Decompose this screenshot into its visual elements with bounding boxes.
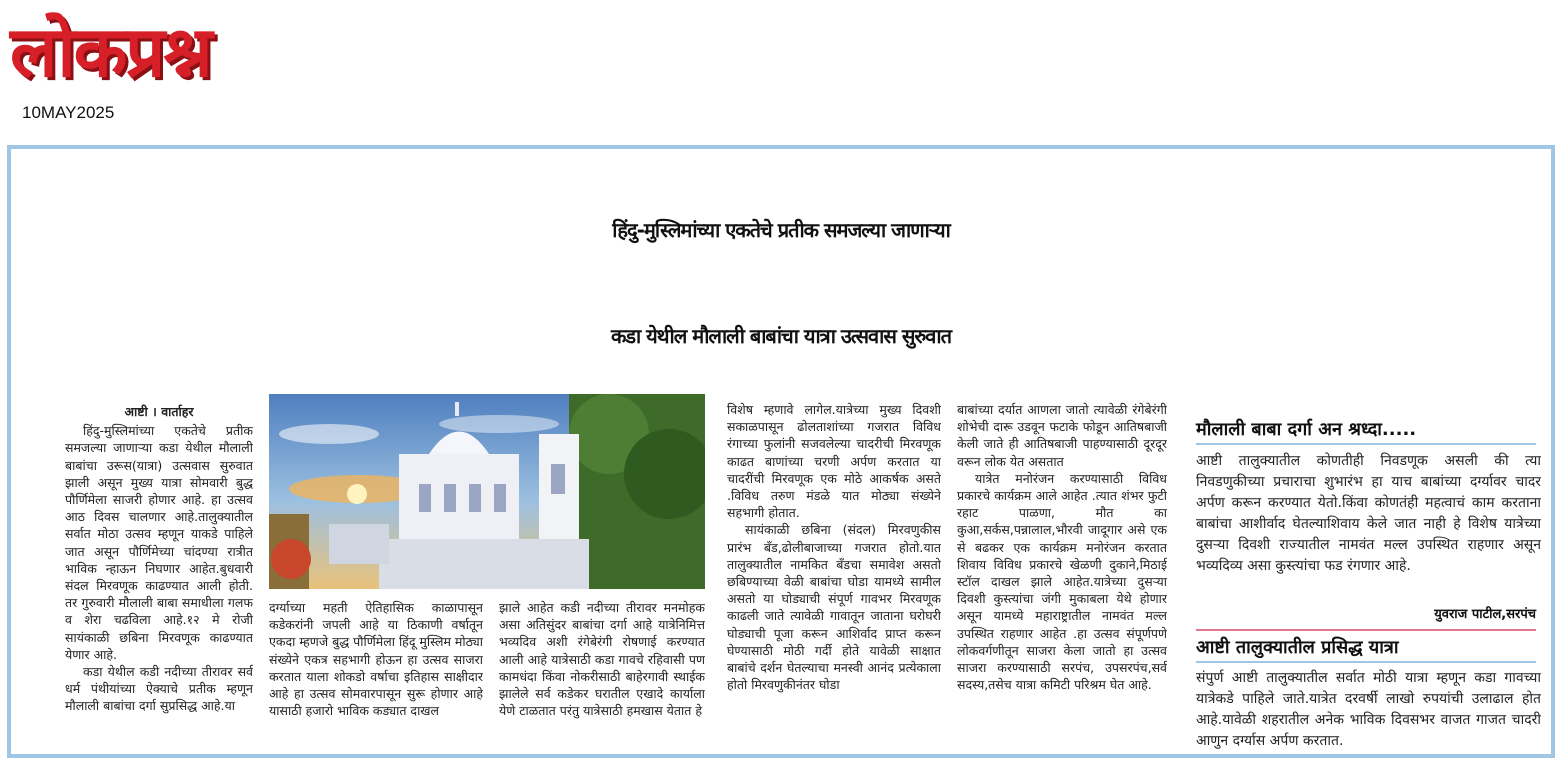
headline-line-1: हिंदु-मुस्लिमांच्या एकतेचे प्रतीक समजल्या जाणाऱ्या	[612, 218, 950, 242]
sidebar-heading-2: आष्टी तालुक्यातील प्रसिद्ध यात्रा	[1196, 637, 1399, 658]
article-paragraph: विशेष म्हणावे लागेल.यात्रेच्या मुख्य दिवशी सकाळपासून ढोलताशांच्या गजरात विविध रंगाच्या फुलांनी सजवलेल्या चादरीची मिरवणूक काढत बाणांच्या चरणी अर्पण करतात या चादरींची मिरवणूक एक मोठे आकर्षक असते .विविध तरुण मंडळे यात मोठ्या संख्येने सहभागी होतात.	[727, 402, 941, 521]
article-paragraph: कडा येथील कडी नदीच्या तीरावर सर्व धर्म पंथीयांच्या ऐक्याचे प्रतीक म्हणून मौलाली बाबांचा दर्गा सुप्रसिद्ध आहे.या	[65, 664, 253, 714]
article-column-4	[957, 401, 1167, 754]
divider	[1196, 629, 1536, 631]
publication-date: 10MAY2025	[22, 103, 115, 122]
article-paragraph: हिंदु-मुस्लिमांच्या एकतेचे प्रतीक समजल्या जाणाऱ्या कडा येथील मौलाली बाबांचा उरूस(यात्रा) उत्सवास सुरुवात झाली असून मुख्य यात्रा सोमवारी बुद्ध पौर्णिमेला साजरी होणार आहे. हा उत्सव आठ दिवस चालणार आहे.तालुक्यातील सर्वात मोठा उत्सव म्हणून याकडे पाहिले जात असून पौर्णिमेच्या चांदण्या रात्रीत भाविक न्हाऊन निघणार आहेत.बुधवारी संदल मिरवणूक काढण्यात आली होती. तर गुरुवारी मौलाली बाबा समाधीला गलफ व शेरा चढविला आहे.१२ मे रोजी सायंकाळी छबिना मिरवणूक काढण्यात येणार आहे.	[65, 423, 253, 662]
article-column-2a	[269, 599, 483, 754]
quote-signature: युवराज पाटील,सरपंच	[1434, 607, 1536, 622]
dargah-photo-illustration	[269, 394, 705, 589]
dargah-photo	[269, 394, 705, 589]
sidebar-heading-1: मौलाली बाबा दर्गा अन श्रध्दा.....	[1196, 419, 1417, 440]
article-column-1	[65, 403, 253, 753]
article-paragraph: सायंकाळी छबिना (संदल) मिरवणुकीस प्रारंभ बँड,ढोलीबाजाच्या गजरात होतो.यात तालुक्यातील नामकित बँडचा समावेश असतो छबिण्याच्या वेळी बाबांचा घोडा यामध्ये सामील असतो या घोड्याची संपूर्ण गावभर मिरवणूक काढली जाते त्यावेळी गावातून जाताना घरोघरी घोड्याची पूजा करून आशिर्वाद प्राप्त करून घेण्यासाठी मोठी गर्दी होते यावेळी साक्षात बाबांचे दर्शन घेतल्याचा मनस्वी आनंद प्रत्येकाला होतो मिरवणुकीनंतर घोडा	[727, 522, 941, 693]
sidebar-text-1: आष्टी तालुक्यातील कोणतीही निवडणूक असली की त्या निवडणुकीच्या प्रचाराचा शुभारंभ हा याच बाबांच्या दर्ग्यावर चादर अर्पण करून करण्यात येतो.किंवा कोणतंही महत्वाचं काम करताना बाबांचा आशीर्वाद घेतल्याशिवाय केले जात नाही हे विशेष यात्रेच्या दुसऱ्या दिवशी राज्यातील नामवंत मल्ल उपस्थित राहणार असून भव्यदिव्य असा कुस्त्यांचा फड रंगणार आहे.	[1196, 453, 1541, 574]
byline: आष्टी । वार्ताहर	[124, 404, 194, 419]
article-paragraph: बाबांच्या दर्यात आणला जातो त्यावेळी रंगेबेरंगी शोभेची दारू उडवून फटाके फोडून आतिषबाजी केली जाते ही आतिषबाजी पाहण्यासाठी दूरदूर वरून लोक येत असतात	[957, 402, 1167, 469]
newspaper-logo: लोकप्रश्न	[10, 11, 211, 93]
article-frame	[7, 145, 1555, 758]
sidebar-text-2: संपुर्ण आष्टी तालुक्यातील सर्वात मोठी यात्रा म्हणून कडा गावच्या यात्रेकडे पाहिले जाते.यात्रेत दरवर्षी लाखो रुपयांची उलाढाल होत आहे.यावेळी शहरातील अनेक भाविक दिवसभर वाजत गाजत चादरी आणुन दर्ग्यास अर्पण करतात.	[1196, 670, 1541, 749]
article-column-2b	[499, 599, 705, 754]
divider	[1196, 661, 1536, 663]
article-paragraph: झाले आहेत कडी नदीच्या तीरावर मनमोहक असा अतिसुंदर बाबांचा दर्गा आहे यात्रेनिमित्त भव्यदिव अशी रंगेबेरंगी रोषणाई करण्यात आली आहे यात्रेसाठी कडा गावचे रहिवासी पण कामधंदा किंवा नोकरीसाठी बाहेरगावी स्थाईक झालेले सर्व कडेकर घरातील एखादे कार्याला येणे टाळतात परंतु यात्रेसाठी हमखास येतात हे	[499, 600, 705, 719]
divider	[1196, 443, 1536, 445]
article-column-3	[727, 401, 941, 754]
article-paragraph: यात्रेत मनोरंजन करण्यासाठी विविध प्रकारचे कार्यक्रम आले आहेत .त्यात शंभर फुटी रहाट पाळणा, मौत का कुआ,सर्कस,पन्नालाल,भौरवी जादूगार असे एक से बढकर एक कार्यक्रम मनोरंजन करतात शिवाय विविध प्रकारचे खेळणी दुकाने,मिठाई स्टॉल दाखल झाले आहेत.यात्रेच्या दुसऱ्या दिवशी कुस्त्यांचा जंगी मुकाबला येथे होणार असून यामध्ये महाराष्ट्रातील नामवंत मल्ल उपस्थित राहणार आहेत .हा उत्सव संपूर्णपणे लोकवर्गणीतून साजरा केला जातो हा उत्सव साजरा करण्यासाठी सरपंच, उपसरपंच,सर्व सदस्य,तसेच यात्रा कमिटी परिश्रम घेत आहे.	[957, 470, 1167, 693]
article-paragraph: दर्ग्याच्या महती ऐतिहासिक काळापासून कडेकरांनी जपली आहे या ठिकाणी वर्षातून एकदा म्हणजे बुद्ध पौर्णिमेला हिंदू मुस्लिम मोठ्या संख्येने एकत्र सहभागी होऊन हा उत्सव साजरा करतात याला शोकडो वर्षाचा इतिहास साक्षीदार आहे हा उत्सव सोमवारपासून सुरू होणार आहे यासाठी हजारो भाविक कड्यात दाखल	[269, 600, 483, 719]
headline-line-2: कडा येथील मौलाली बाबांचा यात्रा उत्सवास सुरुवात	[610, 324, 952, 348]
